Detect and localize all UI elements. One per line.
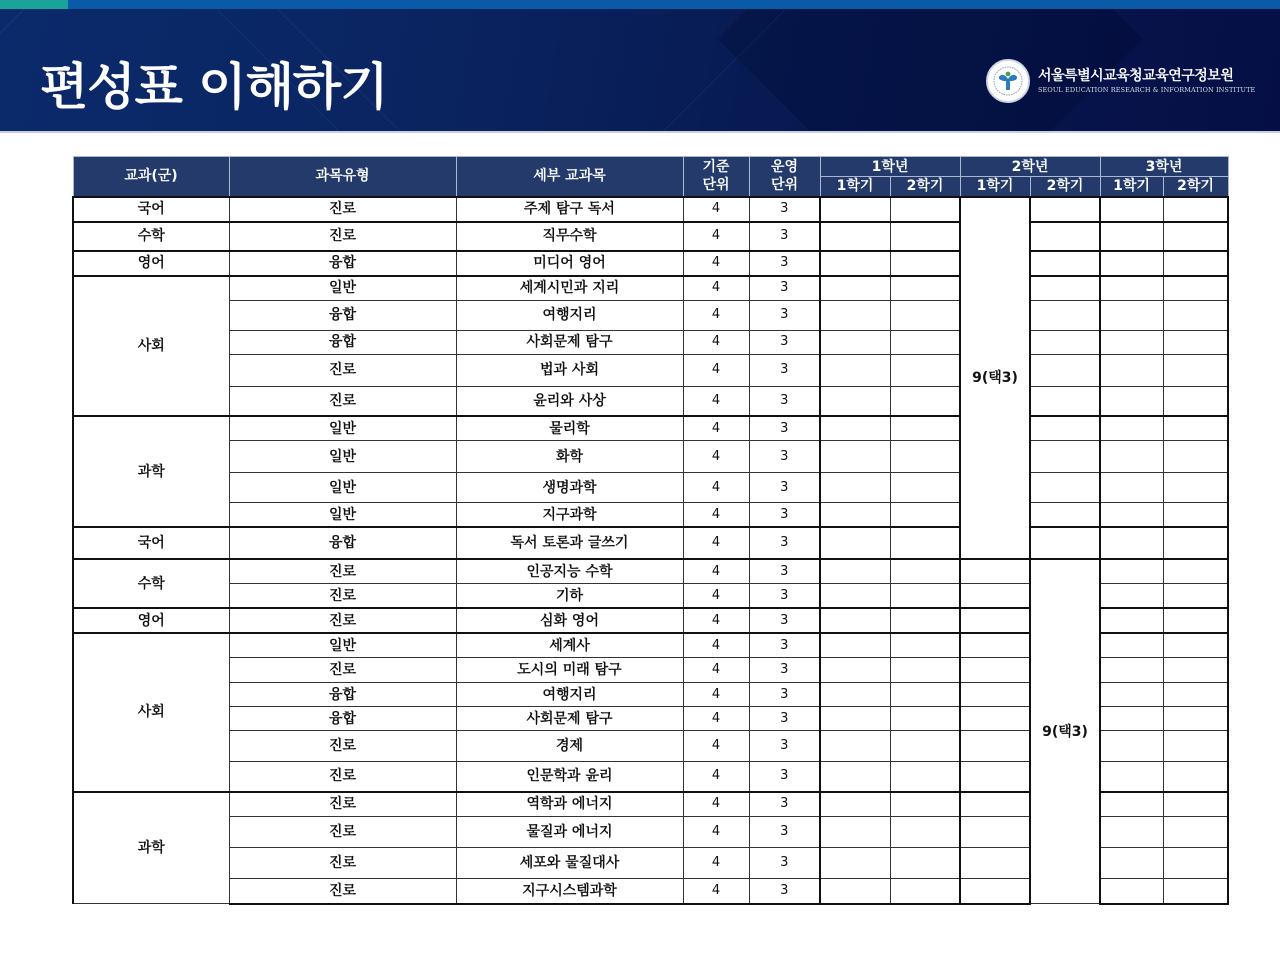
grade1-sem2-cell <box>890 222 960 251</box>
grade3-sem1-cell <box>1100 251 1163 276</box>
grade1-sem2-cell <box>890 386 960 416</box>
grade1-sem2-cell <box>890 416 960 441</box>
grade3-sem1-cell <box>1100 197 1163 222</box>
operating-units-cell: 3 <box>749 386 820 416</box>
operating-units-cell: 3 <box>749 330 820 354</box>
grade2-sem2-cell <box>1030 527 1100 559</box>
grade2-sem2-cell <box>1030 354 1100 386</box>
grade3-sem1-cell <box>1100 707 1163 731</box>
header-grade-2: 2학년 <box>960 157 1100 177</box>
grade1-sem2-cell <box>890 584 960 609</box>
header-g2-semester-1: 1학기 <box>960 177 1030 197</box>
course-name-cell: 직무수학 <box>456 222 683 251</box>
grade1-sem1-cell <box>820 354 890 386</box>
course-type-cell: 융합 <box>229 527 456 559</box>
grade1-sem1-cell <box>820 276 890 301</box>
grade2-sem2-cell <box>1030 441 1100 473</box>
operating-units-cell: 3 <box>749 473 820 503</box>
grade2-sem2-cell <box>1030 503 1100 528</box>
subject-group-cell: 영어 <box>73 251 229 276</box>
base-units-cell: 4 <box>683 559 749 584</box>
header-grade-1: 1학년 <box>820 157 960 177</box>
operating-units-cell: 3 <box>749 503 820 528</box>
grade1-sem2-cell <box>890 658 960 683</box>
base-units-cell: 4 <box>683 197 749 222</box>
grade2-sem2-cell <box>1030 222 1100 251</box>
grade1-sem2-cell <box>890 354 960 386</box>
grade3-sem2-cell <box>1163 441 1228 473</box>
grade1-sem1-cell <box>820 879 890 904</box>
course-type-cell: 융합 <box>229 251 456 276</box>
header-course-type: 과목유형 <box>229 157 456 197</box>
course-name-cell: 세포와 물질대사 <box>456 848 683 879</box>
table-row <box>73 503 1228 528</box>
grade3-sem1-cell <box>1100 559 1163 584</box>
grade1-sem1-cell <box>820 416 890 441</box>
operating-units-cell: 3 <box>749 792 820 817</box>
grade3-sem1-cell <box>1100 762 1163 792</box>
grade1-sem1-cell <box>820 731 890 762</box>
base-units-cell: 4 <box>683 330 749 354</box>
grade2-sem1-cell <box>960 633 1030 658</box>
seoul-education-logo-icon <box>986 59 1030 103</box>
operating-units-cell: 3 <box>749 276 820 301</box>
subject-group-cell: 수학 <box>73 222 229 251</box>
grade1-sem1-cell <box>820 503 890 528</box>
grade2-sem2-cell <box>1030 386 1100 416</box>
grade3-sem1-cell <box>1100 792 1163 817</box>
grade3-sem2-cell <box>1163 707 1228 731</box>
grade3-sem2-cell <box>1163 762 1228 792</box>
grade3-sem2-cell <box>1163 608 1228 633</box>
grade3-sem2-cell <box>1163 503 1228 528</box>
grade1-sem2-cell <box>890 683 960 707</box>
base-units-cell: 4 <box>683 848 749 879</box>
grade1-sem2-cell <box>890 197 960 222</box>
grade3-sem1-cell <box>1100 300 1163 330</box>
base-units-cell: 4 <box>683 633 749 658</box>
grade3-sem2-cell <box>1163 584 1228 609</box>
grade2-sem1-cell <box>960 792 1030 817</box>
course-type-cell: 융합 <box>229 300 456 330</box>
grade2-sem2-cell <box>1030 251 1100 276</box>
grade1-sem1-cell <box>820 559 890 584</box>
grade3-sem2-cell <box>1163 330 1228 354</box>
grade2-sem2-merged-cell: 9(택3) <box>1030 559 1100 904</box>
grade3-sem2-cell <box>1163 633 1228 658</box>
course-name-cell: 인문학과 윤리 <box>456 762 683 792</box>
grade3-sem2-cell <box>1163 251 1228 276</box>
grade2-sem2-cell <box>1030 300 1100 330</box>
course-name-cell: 윤리와 사상 <box>456 386 683 416</box>
base-units-cell: 4 <box>683 731 749 762</box>
grade3-sem2-cell <box>1163 300 1228 330</box>
grade1-sem2-cell <box>890 330 960 354</box>
grade1-sem2-cell <box>890 251 960 276</box>
grade1-sem2-cell <box>890 608 960 633</box>
title-banner <box>0 9 1280 133</box>
grade1-sem1-cell <box>820 527 890 559</box>
base-units-cell: 4 <box>683 527 749 559</box>
grade3-sem2-cell <box>1163 386 1228 416</box>
course-type-cell: 융합 <box>229 683 456 707</box>
table-row <box>73 559 1228 584</box>
table-row <box>73 527 1228 559</box>
course-type-cell: 진로 <box>229 817 456 848</box>
grade1-sem2-cell <box>890 300 960 330</box>
organization-name: 서울특별시교육청교육연구정보원 <box>1038 68 1234 84</box>
grade3-sem2-cell <box>1163 683 1228 707</box>
grade1-sem2-cell <box>890 503 960 528</box>
base-units-cell: 4 <box>683 300 749 330</box>
course-type-cell: 일반 <box>229 633 456 658</box>
course-name-cell: 경제 <box>456 731 683 762</box>
page-title: 편성표 이해하기 <box>40 58 388 116</box>
course-type-cell: 융합 <box>229 330 456 354</box>
table-row <box>73 416 1228 441</box>
organization-brand <box>986 59 1255 103</box>
table-row <box>73 473 1228 503</box>
course-name-cell: 기하 <box>456 584 683 609</box>
grade3-sem1-cell <box>1100 416 1163 441</box>
grade2-sem1-cell <box>960 817 1030 848</box>
operating-units-cell: 3 <box>749 416 820 441</box>
grade3-sem1-cell <box>1100 473 1163 503</box>
grade2-sem2-cell <box>1030 197 1100 222</box>
grade2-sem1-cell <box>960 584 1030 609</box>
base-units-cell: 4 <box>683 416 749 441</box>
grade1-sem2-cell <box>890 792 960 817</box>
grade3-sem1-cell <box>1100 658 1163 683</box>
grade1-sem2-cell <box>890 731 960 762</box>
grade1-sem1-cell <box>820 441 890 473</box>
grade3-sem1-cell <box>1100 608 1163 633</box>
base-units-cell: 4 <box>683 276 749 301</box>
table-row <box>73 330 1228 354</box>
base-units-cell: 4 <box>683 473 749 503</box>
grade3-sem2-cell <box>1163 559 1228 584</box>
course-type-cell: 진로 <box>229 848 456 879</box>
subject-group-cell: 수학 <box>73 559 229 608</box>
table-row <box>73 276 1228 301</box>
base-units-cell: 4 <box>683 707 749 731</box>
table-row <box>73 300 1228 330</box>
grade1-sem2-cell <box>890 473 960 503</box>
grade3-sem1-cell <box>1100 386 1163 416</box>
curriculum-table <box>72 156 1229 905</box>
operating-units-cell: 3 <box>749 354 820 386</box>
grade1-sem1-cell <box>820 330 890 354</box>
subject-group-cell: 과학 <box>73 792 229 904</box>
operating-units-cell: 3 <box>749 633 820 658</box>
course-name-cell: 여행지리 <box>456 683 683 707</box>
grade1-sem1-cell <box>820 386 890 416</box>
course-name-cell: 법과 사회 <box>456 354 683 386</box>
grade3-sem1-cell <box>1100 527 1163 559</box>
grade1-sem1-cell <box>820 707 890 731</box>
header-operating-units: 운영 단위 <box>749 157 820 197</box>
course-name-cell: 세계사 <box>456 633 683 658</box>
grade1-sem1-cell <box>820 584 890 609</box>
grade2-sem1-cell <box>960 608 1030 633</box>
operating-units-cell: 3 <box>749 197 820 222</box>
grade2-sem1-cell <box>960 559 1030 584</box>
operating-units-cell: 3 <box>749 527 820 559</box>
grade3-sem2-cell <box>1163 731 1228 762</box>
grade1-sem1-cell <box>820 683 890 707</box>
course-name-cell: 생명과학 <box>456 473 683 503</box>
table-row <box>73 222 1228 251</box>
course-type-cell: 융합 <box>229 707 456 731</box>
grade1-sem2-cell <box>890 762 960 792</box>
base-units-cell: 4 <box>683 608 749 633</box>
course-type-cell: 일반 <box>229 503 456 528</box>
subject-group-cell: 사회 <box>73 633 229 792</box>
header-g1-semester-1: 1학기 <box>820 177 890 197</box>
course-name-cell: 역학과 에너지 <box>456 792 683 817</box>
header-grade-3: 3학년 <box>1100 157 1228 177</box>
operating-units-cell: 3 <box>749 251 820 276</box>
grade2-sem1-cell <box>960 879 1030 904</box>
grade2-sem1-cell <box>960 707 1030 731</box>
subject-group-cell: 사회 <box>73 276 229 417</box>
grade3-sem2-cell <box>1163 276 1228 301</box>
operating-units-cell: 3 <box>749 879 820 904</box>
course-type-cell: 일반 <box>229 276 456 301</box>
table-row <box>73 441 1228 473</box>
grade1-sem2-cell <box>890 276 960 301</box>
grade3-sem1-cell <box>1100 441 1163 473</box>
header-g3-semester-2: 2학기 <box>1163 177 1228 197</box>
operating-units-cell: 3 <box>749 441 820 473</box>
header-g2-semester-2: 2학기 <box>1030 177 1100 197</box>
course-name-cell: 심화 영어 <box>456 608 683 633</box>
course-type-cell: 진로 <box>229 386 456 416</box>
subject-group-cell: 국어 <box>73 197 229 222</box>
organization-name-english: SEOUL EDUCATION RESEARCH & INFORMATION INSTITUTE <box>1038 86 1256 94</box>
operating-units-cell: 3 <box>749 222 820 251</box>
grade3-sem2-cell <box>1163 658 1228 683</box>
course-type-cell: 일반 <box>229 441 456 473</box>
grade2-sem2-cell <box>1030 330 1100 354</box>
table-row <box>73 251 1228 276</box>
grade3-sem2-cell <box>1163 792 1228 817</box>
course-name-cell: 지구시스템과학 <box>456 879 683 904</box>
grade3-sem1-cell <box>1100 848 1163 879</box>
grade3-sem1-cell <box>1100 330 1163 354</box>
grade1-sem2-cell <box>890 559 960 584</box>
base-units-cell: 4 <box>683 441 749 473</box>
operating-units-cell: 3 <box>749 731 820 762</box>
operating-units-cell: 3 <box>749 584 820 609</box>
grade1-sem1-cell <box>820 197 890 222</box>
grade1-sem2-cell <box>890 879 960 904</box>
header-g1-semester-2: 2학기 <box>890 177 960 197</box>
course-name-cell: 물질과 에너지 <box>456 817 683 848</box>
grade2-sem1-cell <box>960 731 1030 762</box>
base-units-cell: 4 <box>683 354 749 386</box>
course-name-cell: 독서 토론과 글쓰기 <box>456 527 683 559</box>
base-units-cell: 4 <box>683 658 749 683</box>
table-row <box>73 386 1228 416</box>
grade1-sem2-cell <box>890 633 960 658</box>
base-units-cell: 4 <box>683 762 749 792</box>
base-units-cell: 4 <box>683 683 749 707</box>
course-type-cell: 진로 <box>229 584 456 609</box>
top-bar-accent <box>0 0 68 9</box>
base-units-cell: 4 <box>683 503 749 528</box>
table-row <box>73 197 1228 222</box>
header-course: 세부 교과목 <box>456 157 683 197</box>
grade2-sem1-cell <box>960 683 1030 707</box>
course-type-cell: 진로 <box>229 608 456 633</box>
grade3-sem2-cell <box>1163 197 1228 222</box>
course-name-cell: 주제 탐구 독서 <box>456 197 683 222</box>
grade1-sem1-cell <box>820 817 890 848</box>
course-type-cell: 진로 <box>229 197 456 222</box>
grade3-sem1-cell <box>1100 222 1163 251</box>
grade3-sem2-cell <box>1163 848 1228 879</box>
header-g3-semester-1: 1학기 <box>1100 177 1163 197</box>
grade3-sem1-cell <box>1100 354 1163 386</box>
base-units-cell: 4 <box>683 792 749 817</box>
operating-units-cell: 3 <box>749 559 820 584</box>
course-name-cell: 사회문제 탐구 <box>456 707 683 731</box>
operating-units-cell: 3 <box>749 762 820 792</box>
course-type-cell: 일반 <box>229 473 456 503</box>
grade3-sem1-cell <box>1100 817 1163 848</box>
course-type-cell: 진로 <box>229 354 456 386</box>
grade3-sem2-cell <box>1163 879 1228 904</box>
table-row <box>73 354 1228 386</box>
grade2-sem2-cell <box>1030 473 1100 503</box>
course-name-cell: 인공지능 수학 <box>456 559 683 584</box>
base-units-cell: 4 <box>683 251 749 276</box>
grade3-sem1-cell <box>1100 731 1163 762</box>
course-type-cell: 진로 <box>229 658 456 683</box>
grade3-sem2-cell <box>1163 527 1228 559</box>
grade1-sem1-cell <box>820 251 890 276</box>
course-type-cell: 진로 <box>229 731 456 762</box>
operating-units-cell: 3 <box>749 707 820 731</box>
grade1-sem1-cell <box>820 658 890 683</box>
subject-group-cell: 국어 <box>73 527 229 559</box>
grade3-sem1-cell <box>1100 879 1163 904</box>
grade1-sem1-cell <box>820 762 890 792</box>
course-type-cell: 진로 <box>229 222 456 251</box>
base-units-cell: 4 <box>683 817 749 848</box>
operating-units-cell: 3 <box>749 608 820 633</box>
grade1-sem1-cell <box>820 222 890 251</box>
operating-units-cell: 3 <box>749 848 820 879</box>
grade1-sem1-cell <box>820 473 890 503</box>
subject-group-cell: 과학 <box>73 416 229 527</box>
course-type-cell: 진로 <box>229 559 456 584</box>
course-type-cell: 진로 <box>229 792 456 817</box>
grade1-sem2-cell <box>890 707 960 731</box>
base-units-cell: 4 <box>683 222 749 251</box>
course-type-cell: 진로 <box>229 762 456 792</box>
grade3-sem1-cell <box>1100 503 1163 528</box>
grade3-sem2-cell <box>1163 473 1228 503</box>
header-base-units: 기준 단위 <box>683 157 749 197</box>
course-type-cell: 일반 <box>229 416 456 441</box>
operating-units-cell: 3 <box>749 658 820 683</box>
grade2-sem1-cell <box>960 762 1030 792</box>
course-name-cell: 도시의 미래 탐구 <box>456 658 683 683</box>
grade1-sem1-cell <box>820 608 890 633</box>
base-units-cell: 4 <box>683 584 749 609</box>
base-units-cell: 4 <box>683 386 749 416</box>
subject-group-cell: 영어 <box>73 608 229 633</box>
grade1-sem2-cell <box>890 527 960 559</box>
grade1-sem2-cell <box>890 848 960 879</box>
grade2-sem1-merged-cell: 9(택3) <box>960 197 1030 560</box>
banner-divider <box>0 131 1280 133</box>
grade3-sem1-cell <box>1100 633 1163 658</box>
top-bar <box>0 0 1280 9</box>
course-name-cell: 여행지리 <box>456 300 683 330</box>
grade1-sem1-cell <box>820 300 890 330</box>
grade1-sem2-cell <box>890 817 960 848</box>
grade3-sem1-cell <box>1100 683 1163 707</box>
grade3-sem2-cell <box>1163 817 1228 848</box>
grade3-sem1-cell <box>1100 276 1163 301</box>
grade3-sem2-cell <box>1163 222 1228 251</box>
header-subject-group: 교과(군) <box>73 157 229 197</box>
grade1-sem2-cell <box>890 441 960 473</box>
operating-units-cell: 3 <box>749 817 820 848</box>
grade2-sem1-cell <box>960 848 1030 879</box>
course-name-cell: 사회문제 탐구 <box>456 330 683 354</box>
grade3-sem1-cell <box>1100 584 1163 609</box>
grade1-sem1-cell <box>820 633 890 658</box>
course-name-cell: 화학 <box>456 441 683 473</box>
course-name-cell: 물리학 <box>456 416 683 441</box>
grade2-sem2-cell <box>1030 416 1100 441</box>
course-name-cell: 지구과학 <box>456 503 683 528</box>
base-units-cell: 4 <box>683 879 749 904</box>
course-name-cell: 세계시민과 지리 <box>456 276 683 301</box>
course-type-cell: 진로 <box>229 879 456 904</box>
grade3-sem2-cell <box>1163 416 1228 441</box>
operating-units-cell: 3 <box>749 300 820 330</box>
curriculum-table-body <box>73 197 1228 904</box>
grade2-sem2-cell <box>1030 276 1100 301</box>
operating-units-cell: 3 <box>749 683 820 707</box>
grade1-sem1-cell <box>820 792 890 817</box>
course-name-cell: 미디어 영어 <box>456 251 683 276</box>
grade2-sem1-cell <box>960 658 1030 683</box>
grade1-sem1-cell <box>820 848 890 879</box>
grade3-sem2-cell <box>1163 354 1228 386</box>
